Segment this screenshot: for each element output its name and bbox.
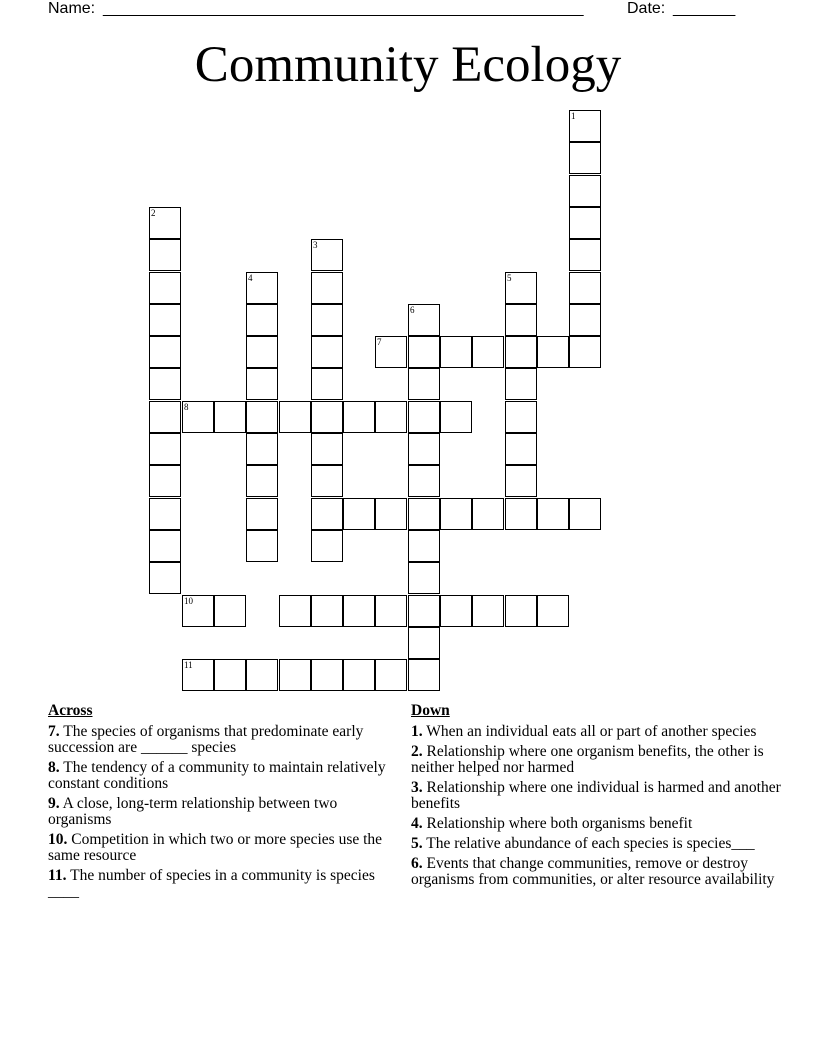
name-label: Name:: [48, 0, 96, 17]
clue-text: The relative abundance of each species is species___: [426, 835, 755, 852]
crossword-cell[interactable]: [375, 336, 407, 368]
crossword-cell[interactable]: [149, 401, 181, 433]
crossword-cell[interactable]: [311, 433, 343, 465]
crossword-cell[interactable]: [569, 175, 601, 207]
crossword-cell[interactable]: [569, 207, 601, 239]
header-row: [0, 0, 816, 20]
clue-across-10: [48, 832, 398, 864]
clue-number: 6.: [411, 855, 423, 872]
crossword-cell[interactable]: [408, 401, 440, 433]
crossword-cell[interactable]: [408, 530, 440, 562]
crossword-cell[interactable]: [311, 272, 343, 304]
crossword-cell[interactable]: [246, 498, 278, 530]
crossword-cell[interactable]: [149, 368, 181, 400]
crossword-cell[interactable]: [149, 433, 181, 465]
clue-text: When an individual eats all or part of another species: [426, 723, 757, 740]
clue-text: Relationship where one individual is harmed and another benefits: [411, 779, 781, 812]
clue-across-11: [48, 868, 398, 900]
crossword-cell[interactable]: [569, 304, 601, 336]
crossword-cell[interactable]: [569, 498, 601, 530]
cell-number: 8: [184, 402, 189, 412]
cell-number: 1: [571, 111, 576, 121]
crossword-cell[interactable]: [408, 465, 440, 497]
clue-number: 5.: [411, 835, 423, 852]
clue-text: Relationship where both organisms benefit: [426, 815, 693, 832]
crossword-cell[interactable]: [569, 239, 601, 271]
crossword-cell[interactable]: [440, 595, 472, 627]
cell-number: 7: [377, 337, 382, 347]
crossword-cell[interactable]: [537, 595, 569, 627]
crossword-cell[interactable]: [311, 465, 343, 497]
crossword-cell[interactable]: [343, 498, 375, 530]
crossword-cell[interactable]: [182, 659, 214, 691]
name-field-line[interactable]: ______________________________________________________: [103, 0, 584, 17]
crossword-cell[interactable]: [440, 401, 472, 433]
clue-number: 3.: [411, 779, 423, 796]
crossword-cell[interactable]: [408, 659, 440, 691]
cell-number: 6: [410, 305, 415, 315]
crossword-cell[interactable]: [246, 304, 278, 336]
cell-number: 2: [151, 208, 156, 218]
crossword-cell[interactable]: [279, 401, 311, 433]
crossword-cell[interactable]: [408, 562, 440, 594]
crossword-cell[interactable]: [375, 498, 407, 530]
page-title: Community Ecology: [194, 37, 622, 93]
crossword-cell[interactable]: [505, 498, 537, 530]
crossword-cell[interactable]: [569, 336, 601, 368]
crossword-cell[interactable]: [472, 498, 504, 530]
clue-number: 1.: [411, 723, 423, 740]
crossword-cell[interactable]: [246, 336, 278, 368]
crossword-cell[interactable]: [375, 401, 407, 433]
cell-number: 4: [248, 273, 253, 283]
clue-across-7: [48, 724, 398, 756]
crossword-cell[interactable]: [246, 530, 278, 562]
crossword-cell[interactable]: [375, 659, 407, 691]
crossword-cell[interactable]: [537, 336, 569, 368]
across-heading: Across: [48, 702, 93, 719]
crossword-cell[interactable]: [408, 368, 440, 400]
clue-across-8: [48, 760, 398, 792]
crossword-cell[interactable]: [149, 304, 181, 336]
crossword-cell[interactable]: [149, 530, 181, 562]
cell-number: 11: [184, 660, 193, 670]
crossword-cell[interactable]: [311, 336, 343, 368]
crossword-cell[interactable]: [149, 336, 181, 368]
clue-number: 8.: [48, 759, 60, 776]
crossword-cell[interactable]: [472, 595, 504, 627]
crossword-cell[interactable]: [343, 595, 375, 627]
crossword-cell[interactable]: [505, 368, 537, 400]
clue-number: 9.: [48, 795, 60, 812]
down-heading: Down: [411, 702, 450, 719]
crossword-cell[interactable]: [214, 595, 246, 627]
date-field-line[interactable]: _______: [673, 0, 736, 17]
clue-text: Relationship where one organism benefits, the other is neither helped nor harmed: [411, 743, 764, 776]
crossword-cell[interactable]: [246, 368, 278, 400]
crossword-cell[interactable]: [311, 368, 343, 400]
clue-down-1: [411, 724, 781, 740]
clue-text: Events that change communities, remove or destroy organisms from communities, or alter resource availability: [411, 855, 775, 888]
date-label: Date:: [627, 0, 666, 17]
crossword-cell[interactable]: [408, 498, 440, 530]
crossword-cell[interactable]: [311, 239, 343, 271]
crossword-cell[interactable]: [149, 498, 181, 530]
crossword-cell[interactable]: [182, 401, 214, 433]
crossword-cell[interactable]: [537, 498, 569, 530]
crossword-cell[interactable]: [279, 595, 311, 627]
crossword-cell[interactable]: [149, 562, 181, 594]
clue-number: 7.: [48, 723, 60, 740]
clue-text: The tendency of a community to maintain relatively constant conditions: [48, 759, 386, 792]
clue-number: 4.: [411, 815, 423, 832]
crossword-cell[interactable]: [311, 530, 343, 562]
crossword-cell[interactable]: [311, 401, 343, 433]
crossword-cell[interactable]: [505, 433, 537, 465]
clue-number: 11.: [48, 867, 67, 884]
crossword-cell[interactable]: [408, 336, 440, 368]
crossword-cell[interactable]: [569, 142, 601, 174]
crossword-cell[interactable]: [311, 304, 343, 336]
crossword-cell[interactable]: [505, 304, 537, 336]
crossword-cell[interactable]: [440, 336, 472, 368]
cell-number: 5: [507, 273, 512, 283]
clue-down-5: [411, 836, 781, 852]
crossword-cell[interactable]: [149, 465, 181, 497]
crossword-cell[interactable]: [408, 304, 440, 336]
crossword-cell[interactable]: [149, 207, 181, 239]
crossword-cell[interactable]: [569, 110, 601, 142]
crossword-cell[interactable]: [149, 272, 181, 304]
cell-number: 3: [313, 240, 318, 250]
crossword-cell[interactable]: [182, 595, 214, 627]
crossword-cell[interactable]: [505, 272, 537, 304]
clue-text: A close, long-term relationship between two organisms: [48, 795, 338, 828]
crossword-cell[interactable]: [408, 627, 440, 659]
crossword-cell[interactable]: [311, 498, 343, 530]
crossword-cell[interactable]: [408, 433, 440, 465]
crossword-cell[interactable]: [343, 659, 375, 691]
crossword-cell[interactable]: [311, 595, 343, 627]
clue-down-3: [411, 780, 781, 812]
crossword-cell[interactable]: [472, 336, 504, 368]
crossword-cell[interactable]: [375, 595, 407, 627]
crossword-cell[interactable]: [246, 433, 278, 465]
crossword-cell[interactable]: [246, 659, 278, 691]
clue-text: The number of species in a community is species ____: [48, 867, 375, 900]
down-clues: [411, 702, 781, 892]
crossword-cell[interactable]: [505, 401, 537, 433]
crossword-cell[interactable]: [246, 465, 278, 497]
crossword-cell[interactable]: [440, 498, 472, 530]
clue-text: The species of organisms that predominate early succession are ______ species: [48, 723, 364, 756]
crossword-cell[interactable]: [214, 659, 246, 691]
crossword-cell[interactable]: [505, 336, 537, 368]
across-clues: [48, 702, 398, 904]
clue-text: Competition in which two or more species use the same resource: [48, 831, 383, 864]
crossword-cell[interactable]: [505, 595, 537, 627]
crossword-cell[interactable]: [343, 401, 375, 433]
crossword-cell[interactable]: [246, 272, 278, 304]
clue-down-6: [411, 856, 781, 888]
clue-down-4: [411, 816, 781, 832]
cell-number: 10: [184, 596, 193, 606]
crossword-cell[interactable]: [246, 401, 278, 433]
crossword-cell[interactable]: [214, 401, 246, 433]
crossword-cell[interactable]: [505, 465, 537, 497]
crossword-cell[interactable]: [149, 239, 181, 271]
clue-down-2: [411, 744, 781, 776]
crossword-cell[interactable]: [569, 272, 601, 304]
crossword-cell[interactable]: [311, 659, 343, 691]
crossword-cell[interactable]: [408, 595, 440, 627]
clue-number: 2.: [411, 743, 423, 760]
clue-number: 10.: [48, 831, 68, 848]
crossword-cell[interactable]: [279, 659, 311, 691]
clue-across-9: [48, 796, 398, 828]
